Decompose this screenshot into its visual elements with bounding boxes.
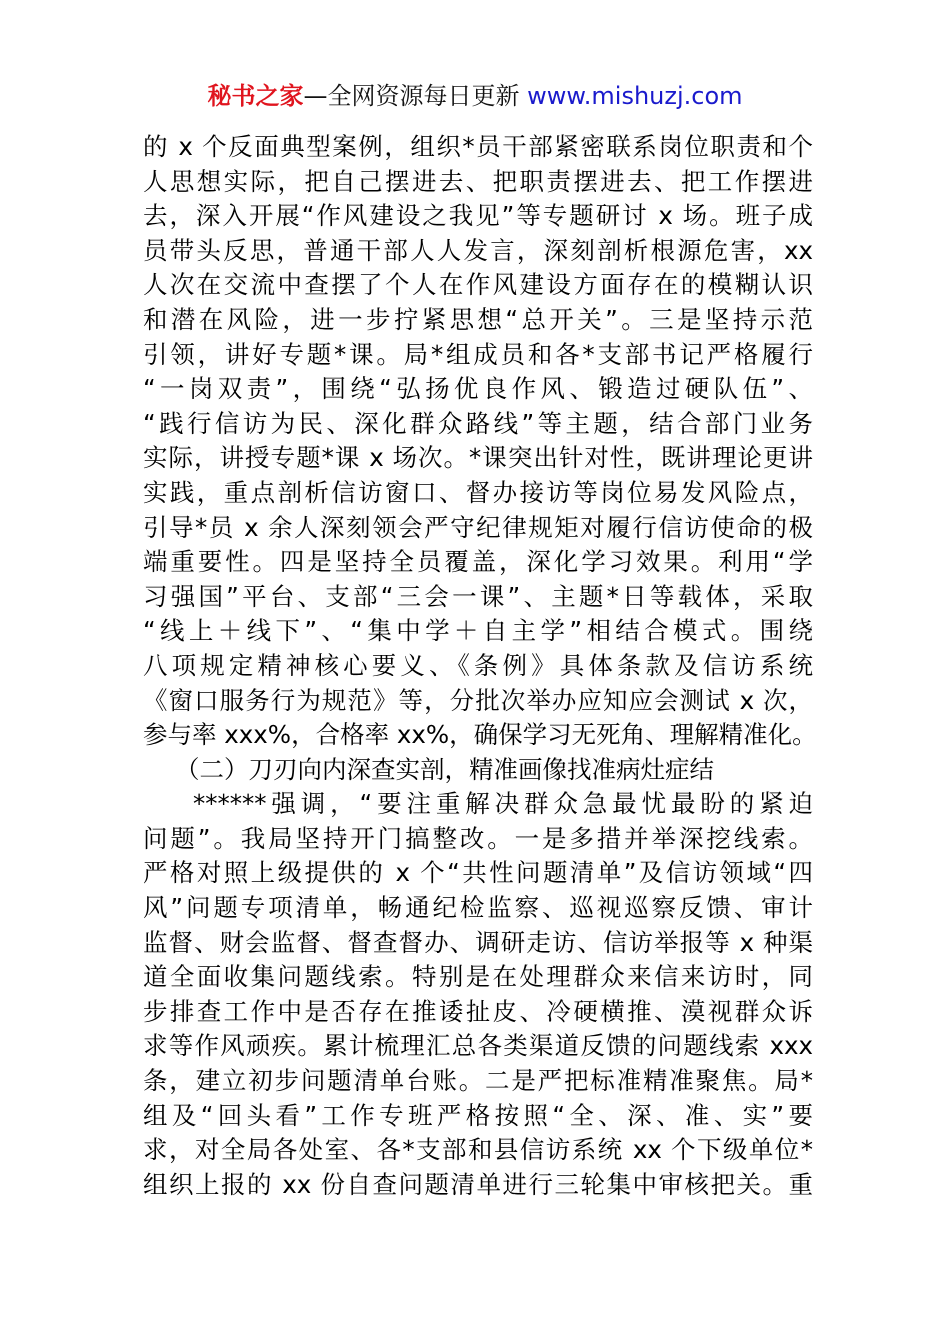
text-line: 组织上报的 xx 份自查问题清单进行三轮集中审核把关。重 [143, 1169, 813, 1199]
text-line: 风”问题专项清单，畅通纪检监察、巡视巡察反馈、审计 [143, 893, 813, 923]
document-body [143, 130, 817, 1202]
text-line: 组及“回头看”工作专班严格按照“全、深、准、实”要 [143, 1100, 813, 1130]
text-line: 问题”。我局坚持开门搞整改。一是多措并举深挖线索。 [143, 823, 813, 853]
text-line: 实际，讲授专题*课 x 场次。*课突出针对性，既讲理论更讲 [143, 443, 813, 473]
text-line: 引领，讲好专题*课。局*组成员和各*支部书记严格履行 [143, 339, 813, 369]
section-heading: （二）刀刃向内深查实剖，精准画像找准病灶症结 [175, 754, 714, 784]
text-line: 条，建立初步问题清单台账。二是严把标准精准聚焦。局* [143, 1066, 813, 1096]
text-line: 八项规定精神核心要义、《条例》具体条款及信访系统 [143, 650, 813, 680]
text-line: 的 x 个反面典型案例，组织*员干部紧密联系岗位职责和个 [143, 132, 813, 161]
text-line: 和潜在风险，进一步拧紧思想“总开关”。三是坚持示范 [143, 304, 813, 334]
text-line: ******强调，“要注重解决群众急最忧最盼的紧迫 [193, 789, 813, 819]
text-line: “线上＋线下”、“集中学＋自主学”相结合模式。围绕 [143, 616, 813, 646]
text-line: 监督、财会监督、督查督办、调研走访、信访举报等 x 种渠 [143, 927, 813, 957]
text-line: “践行信访为民、深化群众路线”等主题，结合部门业务 [143, 408, 813, 438]
text-line: 道全面收集问题线索。特别是在处理群众来信来访时，同 [143, 962, 813, 992]
text-line: 参与率 xxx%，合格率 xx%，确保学习无死角、理解精准化。 [143, 720, 817, 750]
paragraph-1 [143, 130, 817, 753]
text-line: 步排查工作中是否存在推诿扯皮、冷硬横推、漠视群众诉 [143, 996, 813, 1026]
text-line: 员带头反思，普通干部人人发言，深刻剖析根源危害，xx [143, 235, 813, 265]
text-line: 人思想实际，把自己摆进去、把职责摆进去、把工作摆进 [143, 166, 813, 196]
text-line: 求，对全局各处室、各*支部和县信访系统 xx 个下级单位* [143, 1135, 813, 1165]
text-line: 严格对照上级提供的 x 个“共性问题清单”及信访领域“四 [143, 858, 813, 888]
text-line: 求等作风顽疾。累计梳理汇总各类渠道反馈的问题线索 xxx [143, 1031, 813, 1061]
site-header [0, 80, 950, 112]
site-url-link[interactable]: www.mishuzj.com [527, 82, 743, 110]
header-tagline: —全网资源每日更新 [303, 82, 520, 110]
text-line: 人次在交流中查摆了个人在作风建设方面存在的模糊认识 [143, 270, 813, 300]
brand-name: 秘书之家 [207, 82, 304, 110]
paragraph-2 [143, 787, 813, 1202]
text-line: 端重要性。四是坚持全员覆盖，深化学习效果。利用“学 [143, 547, 813, 577]
text-line: 实践，重点剖析信访窗口、督办接访等岗位易发风险点， [143, 477, 813, 507]
text-line: 习强国”平台、支部“三会一课”、主题*日等载体，采取 [143, 581, 813, 611]
text-line: 去，深入开展“作风建设之我见”等专题研讨 x 场。班子成 [143, 201, 813, 231]
text-line: 引导*员 x 余人深刻领会严守纪律规矩对履行信访使命的极 [143, 512, 813, 542]
text-line: 《窗口服务行为规范》等，分批次举办应知应会测试 x 次， [143, 685, 813, 715]
text-line: “一岗双责”，围绕“弘扬优良作风、锻造过硬队伍”、 [143, 374, 813, 404]
